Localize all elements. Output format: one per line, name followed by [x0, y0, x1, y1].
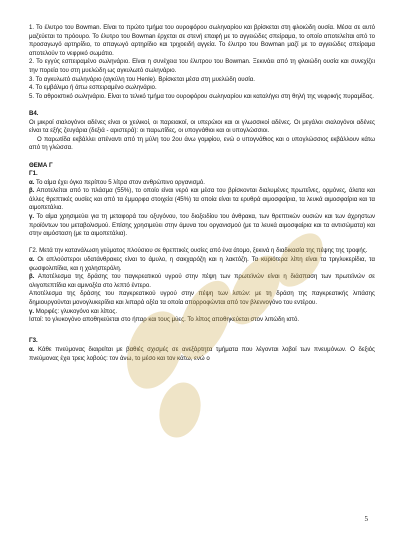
- item-label: γ.: [29, 213, 35, 221]
- list-item: 1. Το έλυτρο του Bowman. Είναι το πρώτο τμήμα του ουροφόρου σωληναρίου και βρίσκεται στη φλοιώδη ουσία. Μέσα σε αυτό μαζεύεται το πρόουρο. Το έλυτρο του Bowman έρχεται σε στενή επαφή με το αγγειώδες σπείραμα, το οποίο αποτελείται από το προσαγωγό αρτηρίδιο, το απαγωγό αρτηρίδιο και τριχοειδή αγγεία. Το έλυτρο του Bowman μαζί με το αγγειώδες σπείραμα αποτελούν το νεφρικό σωμάτιο.: [29, 24, 375, 57]
- list-item: 2. Το εγγύς εσπειραμένο σωληνάριο. Είναι η συνέχεια του έλυτρου του Bowman. Ξεκινάει από τη φλοιώδη ουσία και συνεχίζει την πορεία του στη μυελώδη ως αγκυλωτό σωληνάριο.: [29, 58, 375, 74]
- subsection-heading: Γ3.: [29, 337, 38, 345]
- section-title: ΘΕΜΑ Γ: [29, 161, 53, 169]
- section-heading-b4: Β4.: [29, 109, 39, 117]
- item-label: α.: [29, 178, 35, 186]
- list-item: 4. Το εμβάλιμο ή άπω εσπειραμένο σωληνάριο.: [29, 84, 157, 92]
- item-text: Οι απλούστεροι υδατάνθρακες είναι το άμυλο, η σακχαρόζη και η λακτόζη. Τα κυριότερα λίπη είναι τα τριγλυκερίδια, τα φωσφολιπίδια, και η χοληστερόλη.: [29, 256, 375, 272]
- item-label: γ.: [29, 307, 35, 315]
- paragraph: Οι μικροί σιαλογόνοι αδένες είναι οι χειλικοί, οι παρειακοί, οι υπερώιοι και οι γλωσσικοί αδένες. Οι μεγάλοι σιαλογόνοι αδένες είναι τα εξής ζευγάρια (δεξιά - αριστερά): οι παρωτίδες, οι υπογνάθιοι και οι υπογλώσσιοι.: [29, 118, 375, 135]
- item-label: β.: [29, 187, 35, 195]
- paragraph: [29, 187, 375, 213]
- list-item: 3. Το αγκυλωτό σωληνάριο (αγκύλη του Henle). Βρίσκεται μέσα στη μυελώδη ουσία.: [29, 75, 255, 83]
- paragraph: [29, 273, 375, 290]
- paragraph: Γ2. Μετά την κατανάλωση γεύματος πλούσιου σε θρεπτικές ουσίες από ένα άτομο, ξεκινά η διαδικασία της πέψης της τροφής.: [29, 247, 368, 255]
- paragraph: [29, 213, 375, 239]
- item-text: Μορφές: γλυκογόνο και λίπος.: [35, 307, 118, 315]
- paragraph: Αποτέλεσμα της δράσης του παγκρεατικού υγρού στην πέψη των λιπών: με τη δράση της παγκρεατικής λιπάσης δημιουργούνται μονογλυκερίδια και λιπαρά οξέα τα οποία απορροφώνται από τον βλεννογόνο του εντέρου.: [29, 290, 375, 306]
- item-text: Αποτέλεσμα της δράσης του παγκρεατικού υγρού στην πέψη των πρωτεϊνών είναι η διάσπαση των πρωτεϊνών σε ολιγοπεπτίδια και αμινοξέα στο λεπτό έντερο.: [29, 273, 375, 289]
- item-text: Κάθε πνεύμονας διαιρείται με βαθιές σχισμές σε ανεξάρτητα τμήματα που λέγονται λοβοί των πνευμόνων. Ο δεξιός πνεύμονας έχει τρεις λοβούς: τον άνω, το μέσο και τον κάτω, ενώ ο: [29, 345, 375, 362]
- item-label: α.: [29, 256, 35, 264]
- item-text: Το αίμα έχει όγκο περίπου 5 λίτρα στον ανθρώπινο οργανισμό.: [36, 178, 205, 186]
- paragraph: [29, 346, 375, 363]
- subsection-heading: Γ1.: [29, 170, 38, 178]
- list-item: 5. Το αθροιστικό σωληνάριο. Είναι το τελικό τμήμα του ουροφόρου σωληναρίου και καταλήγει στη θηλή της νεφρικής πυραμίδας.: [29, 92, 374, 100]
- item-text: Αποτελείται από το πλάσμα (55%), το οποίο είναι νερό και μέσα του βρίσκονται διαλυμένες πρωτεΐνες, ορμόνες, άλατα και άλλες θρεπτικές ουσίες και από τα έμμορφα στοιχεία (45%) τα οποία είναι τα ερυθρά αιμοσφαίρια, τα λευκά αιμοσφαίρια και τα αιμοπετάλια.: [29, 187, 375, 212]
- paragraph: [29, 308, 375, 317]
- item-text: Το αίμα χρησιμεύει για τη μεταφορά του οξυγόνου, του διοξειδίου του άνθρακα, των θρεπτικών ουσιών και των άχρηστων προϊόντων του μεταβολισμού. Επίσης χρησιμεύει στην άμυνα του οργανισμού (με τα λευκά αιμοσφαίρια και τα αντισώματα) και στην αιμόσταση (με τα αιμοπετάλια).: [29, 213, 375, 238]
- document-body: [29, 24, 375, 363]
- item-label: α.: [29, 345, 35, 353]
- paragraph: Ιστοί: το γλυκογόνο αποθηκεύεται στο ήπαρ και τους μύες. Το λίπος αποθηκεύεται στον λιπώδη ιστό.: [29, 316, 300, 324]
- paragraph: [29, 179, 375, 188]
- paragraph: Ο παρωτίδα εκβάλλει απέναντι από τη μύλη του 2ου άνω γομφίου, ενώ ο υπογνάθιος και ο υπογλώσσιος εκβάλλουν κάτω από τη γλώσσα.: [29, 135, 375, 152]
- paragraph: [29, 256, 375, 273]
- page-number: 5: [364, 515, 368, 523]
- item-label: β.: [29, 273, 35, 281]
